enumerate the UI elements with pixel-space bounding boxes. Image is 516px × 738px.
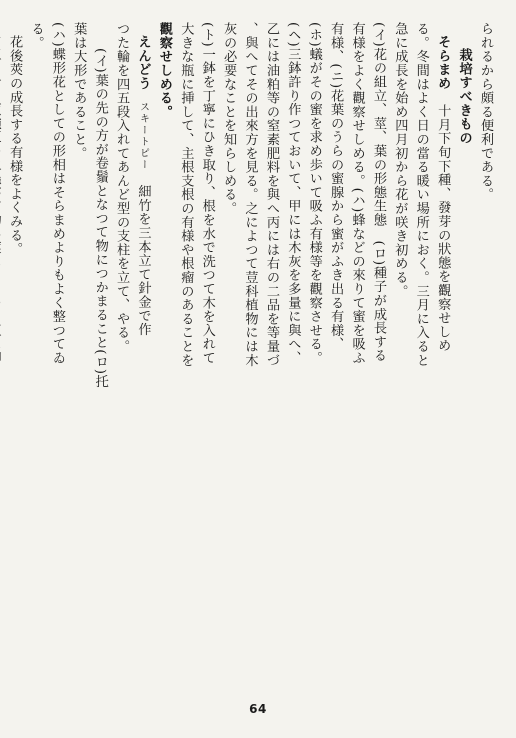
vertical-text-body	[7, 22, 496, 682]
plant-name: えんどう	[135, 35, 151, 91]
text-line: (イ)花の組立、莖、葉の形態生態 (ロ)種子が成長する	[370, 22, 386, 363]
text-fragment: 十月下旬下種、發芽の狀態を觀察せしめ	[435, 90, 451, 353]
text-line	[432, 22, 453, 682]
page-number: 64	[249, 702, 267, 716]
plant-name: そらまめ	[435, 35, 451, 91]
text-line: 、與へてその出來方を見る。之によつて荳科植物には木	[242, 22, 258, 367]
text-line: 灰の必要なことを知らしめる。	[221, 22, 237, 216]
text-line: (イ)葉の先の方が卷鬚となつて物につかまること(ロ)托	[92, 48, 108, 389]
text-line: つた輪を四五段入れてあんど型の支柱を立て、やる。	[114, 22, 130, 354]
text-line: る。冬間はよく日の當る暖い場所におく。三月に入ると	[413, 22, 429, 367]
text-line: 大きな瓶に挿して、主根支根の有様や根瘤のあることを	[178, 22, 194, 367]
text-line: 觀察せしめる。	[156, 22, 172, 119]
text-line: (ハ)蝶形花としての形相はそらまめよりもよく整つてゐ	[49, 22, 65, 365]
plant-note: スキートピー	[137, 90, 149, 171]
text-line: 急に成長を始め四月初から花が咲き初める。	[392, 22, 408, 298]
text-line	[132, 22, 153, 682]
text-line: 葉は大形であること。	[71, 22, 87, 160]
text-line: 有様をよく觀察せしめる。(ハ)蜂などの來りて蜜を吸ふ	[349, 22, 365, 365]
text-line: 乙には油粕等の窒素肥料を與へ丙には右の二品を等量づ	[263, 22, 279, 367]
text-line: 有様、(ニ)花葉のうらの蜜腺から蜜がふき出る有様、	[328, 22, 344, 351]
text-fragment: 細竹を三本立て針金で作	[135, 170, 151, 337]
section-heading: 栽培すべきもの	[456, 48, 472, 145]
text-line: (ヘ)三鉢許り作つておいて、甲には木灰を多量に與へ、	[285, 22, 301, 365]
text-line: 花後莢の成長する有様をよくみる。	[7, 35, 23, 256]
text-line: る。	[28, 22, 44, 50]
text-line: (ト)一鉢を丁寧にひき取り、根を水で洗つて木を入れて	[199, 22, 215, 365]
text-line: られるから頗る便利である。	[478, 22, 493, 202]
text-line: (ホ)蟻がその蜜を求め歩いて吸ふ有様等を觀察させる。	[306, 22, 322, 365]
text-line	[0, 22, 4, 682]
